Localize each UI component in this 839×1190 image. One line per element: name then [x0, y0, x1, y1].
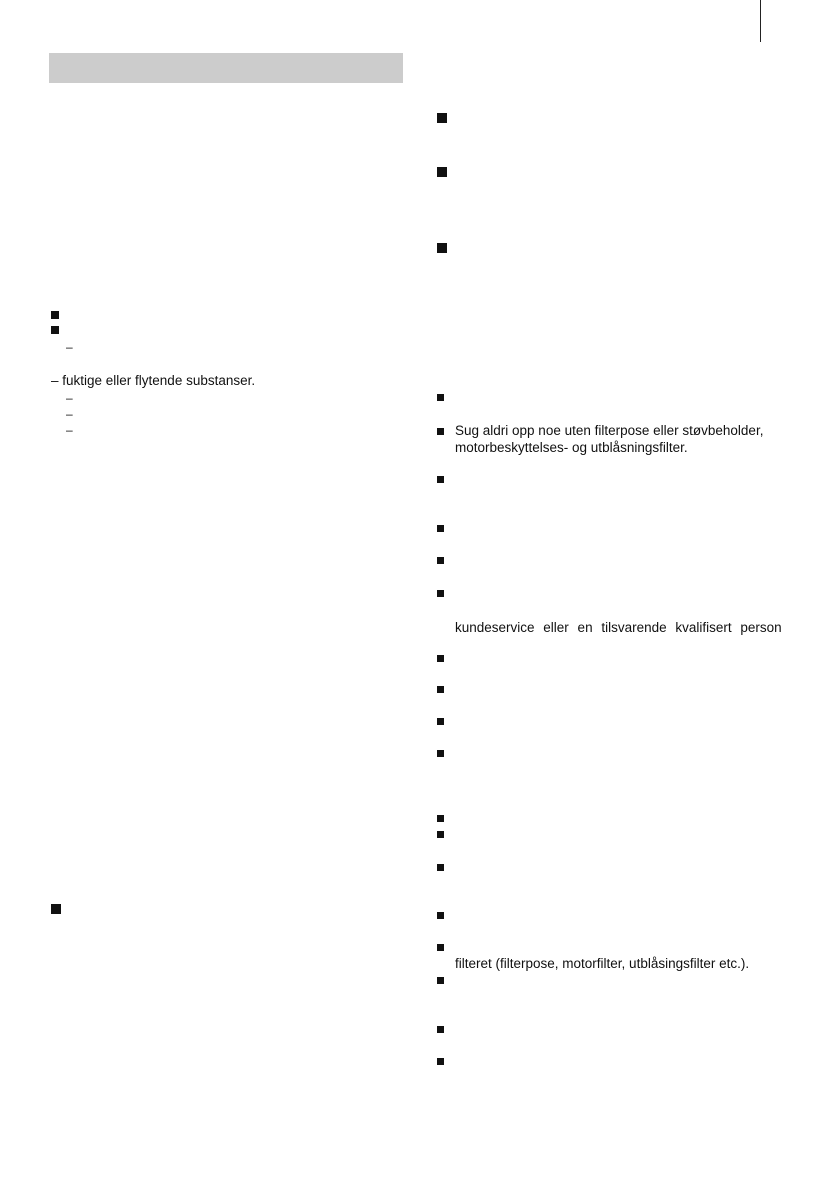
bullet-square-icon: [437, 476, 444, 483]
bullet-square-icon: [437, 557, 444, 564]
bullet-square-icon: [51, 326, 59, 334]
bullet-square-icon: [437, 977, 444, 984]
item-filterpose-line2: motorbeskyttelses- og utblåsningsfilter.: [455, 440, 688, 455]
bullet-square-icon: [437, 1058, 444, 1065]
bullet-square-icon: [437, 1026, 444, 1033]
bullet-square-icon: [437, 113, 447, 123]
bullet-square-icon: [437, 864, 444, 871]
dash-item-text: – fuktige eller flytende substanser.: [51, 373, 256, 388]
bullet-square-icon: [437, 167, 447, 177]
bullet-square-icon: [437, 750, 444, 757]
bullet-square-icon: [51, 311, 59, 319]
bullet-square-icon: [51, 904, 61, 914]
dash-marker-icon: –: [66, 340, 73, 354]
item-kundeservice-text: kundeservice eller en tilsvarende kvalifisert person: [455, 620, 782, 635]
dash-marker-icon: –: [66, 423, 73, 437]
dash-marker-icon: –: [66, 391, 73, 405]
bullet-square-icon: [437, 655, 444, 662]
bullet-square-icon: [437, 944, 444, 951]
dash-marker-icon: –: [66, 407, 73, 421]
page-cut-line: [760, 0, 761, 42]
bullet-square-icon: [437, 912, 444, 919]
bullet-square-icon: [437, 525, 444, 532]
section-header-bar: [49, 53, 403, 83]
bullet-square-icon: [437, 428, 444, 435]
bullet-square-icon: [437, 394, 444, 401]
item-filterpose-line1: Sug aldri opp noe uten filterpose eller støvbeholder,: [455, 423, 764, 438]
item-filteret-text: filteret (filterpose, motorfilter, utblåsingsfilter etc.).: [455, 956, 750, 971]
bullet-square-icon: [437, 686, 444, 693]
bullet-square-icon: [437, 831, 444, 838]
bullet-square-icon: [437, 718, 444, 725]
bullet-square-icon: [437, 590, 444, 597]
bullet-square-icon: [437, 815, 444, 822]
bullet-square-icon: [437, 243, 447, 253]
